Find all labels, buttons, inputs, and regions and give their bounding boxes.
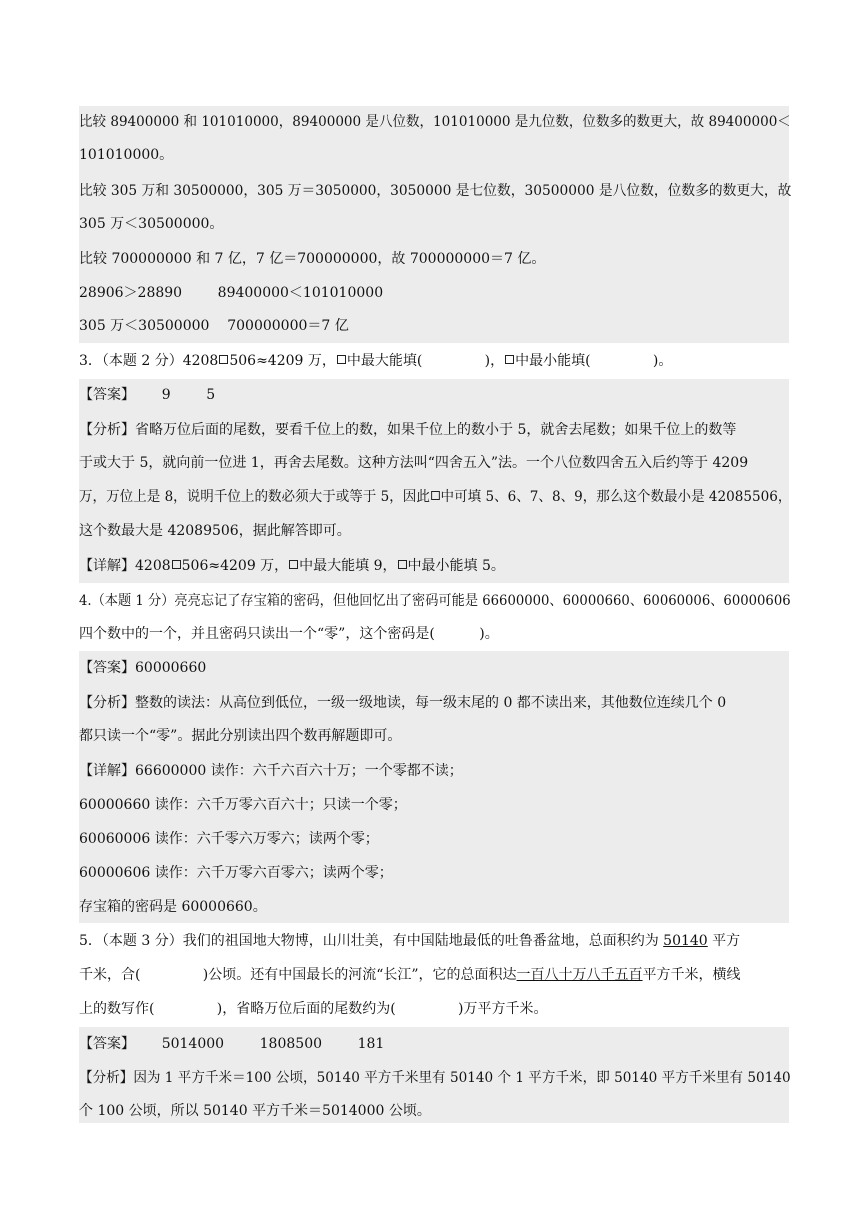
q5-question-line-2: [79, 959, 741, 992]
q4-detail-line-4: 60000606 读作：六千万零六百零六；读两个零；: [79, 865, 393, 881]
q3-text-a: 3．（本题 2 分）4208: [79, 353, 219, 369]
q3-analysis-line-4: 这个数最大是 42089506，据此解答即可。: [79, 523, 351, 539]
q3-text-c: 中最大能填( )，: [346, 353, 505, 369]
q3-detail-a: 【详解】4208: [79, 558, 171, 574]
q2-analysis-line-5: 比较 700000000 和 7 亿，7 亿＝700000000，故 700000000＝7 亿。: [79, 251, 546, 267]
q3-detail-b: 506≈4209 万，: [181, 558, 289, 574]
blank-box-icon: [219, 355, 228, 364]
q5-text-2b: 平方千米，横线: [642, 967, 741, 983]
q5-analysis-line-2: 个 100 公顷，所以 50140 平方千米＝5014000 公顷。: [79, 1103, 431, 1119]
q5-answer: 【答案】 5014000 1808500 181: [79, 1036, 385, 1052]
q3-analysis-line-3b: 中可填 5、6、7、8、9，那么这个数最小是 42085506，: [440, 489, 792, 505]
q2-analysis-line-2: 101010000。: [79, 147, 174, 163]
q4-detail-line-3: 60060006 读作：六千零六万零六；读两个零；: [79, 831, 379, 847]
q2-analysis-line-1: 比较 89400000 和 101010000，89400000 是八位数，101010000 是九位数，位数多的数更大，故 89400000＜: [79, 114, 791, 130]
q3-analysis-line-3: [79, 481, 791, 514]
q3-answer: 【答案】 9 5: [79, 387, 216, 403]
q3-detail-d: 中最小能填 5。: [407, 558, 505, 574]
q4-detail-line-1: 【详解】66600000 读作：六千六百六十万；一个零都不读；: [79, 763, 463, 779]
q2-analysis-line-7: 305 万＜30500000 700000000＝7 亿: [79, 318, 349, 334]
q5-text-1b: 平方: [707, 933, 741, 949]
q4-detail-line-2: 60000660 读作：六千万零六百六十；只读一个零；: [79, 797, 407, 813]
blank-box-icon: [398, 560, 407, 569]
q2-analysis-line-3: 比较 305 万和 30500000，305 万＝3050000，3050000 是七位数，30500000 是八位数，位数多的数更大，故: [79, 183, 792, 199]
q5-analysis-line-1: 【分析】因为 1 平方千米＝100 公顷，50140 平方千米里有 50140 个 1 平方千米，即 50140 平方千米里有 50140: [79, 1070, 791, 1086]
q4-analysis-line-1: 【分析】整数的读法：从高位到低位，一级一级地读，每一级末尾的 0 都不读出来，其他数位连续几个 0: [79, 695, 727, 711]
q5-question-line-3: 上的数写作( )，省略万位后面的尾数约为( )万平方千米。: [79, 1001, 548, 1017]
q3-question: [79, 345, 672, 378]
blank-box-icon: [289, 560, 298, 569]
q5-underlined-chinese-number: 一百八十万八千五百: [516, 967, 643, 983]
blank-box-icon: [505, 355, 514, 364]
q3-text-d: 中最小能填( )。: [515, 353, 673, 369]
q5-underlined-area: 50140: [663, 933, 708, 949]
blank-box-icon: [337, 355, 346, 364]
q4-question-line-2: 四个数中的一个，并且密码只读出一个“零”，这个密码是( )。: [79, 626, 499, 642]
q5-question-line-1: [79, 925, 740, 958]
q3-analysis-line-3a: 万，万位上是 8，说明千位上的数必须大于或等于 5，因此: [79, 489, 430, 505]
q4-detail-line-5: 存宝箱的密码是 60000660。: [79, 899, 267, 915]
blank-box-icon: [172, 560, 181, 569]
q2-analysis-line-4: 305 万＜30500000。: [79, 216, 224, 232]
q5-text-1a: 5．（本题 3 分）我们的祖国地大物博，山川壮美，有中国陆地最低的吐鲁番盆地，总面积约为: [79, 933, 664, 949]
q3-detail: [79, 550, 505, 583]
q3-detail-c: 中最大能填 9，: [299, 558, 397, 574]
blank-box-icon: [431, 491, 440, 500]
q3-analysis-line-1: 【分析】省略万位后面的尾数，要看千位上的数，如果千位上的数小于 5，就舍去尾数；如果千位上的数等: [79, 422, 737, 438]
q2-analysis-line-6: 28906＞28890 89400000＜101010000: [79, 285, 384, 301]
q4-analysis-line-2: 都只读一个“零”。据此分别读出四个数再解题即可。: [79, 728, 402, 744]
q4-question-line-1: 4.（本题 1 分）亮亮忘记了存宝箱的密码，但他回忆出了密码可能是 66600000、60000660、60060006、60000606: [79, 593, 791, 609]
q5-text-2a: 千米，合( )公顷。还有中国最长的河流“长江”，它的总面积达: [79, 967, 517, 983]
q3-analysis-line-2: 于或大于 5，就向前一位进 1，再舍去尾数。这种方法叫“四舍五入”法。一个八位数四舍五入后约等于 4209: [79, 455, 749, 471]
q4-answer: 【答案】60000660: [79, 660, 207, 676]
q3-text-b: 506≈4209 万，: [229, 353, 336, 369]
